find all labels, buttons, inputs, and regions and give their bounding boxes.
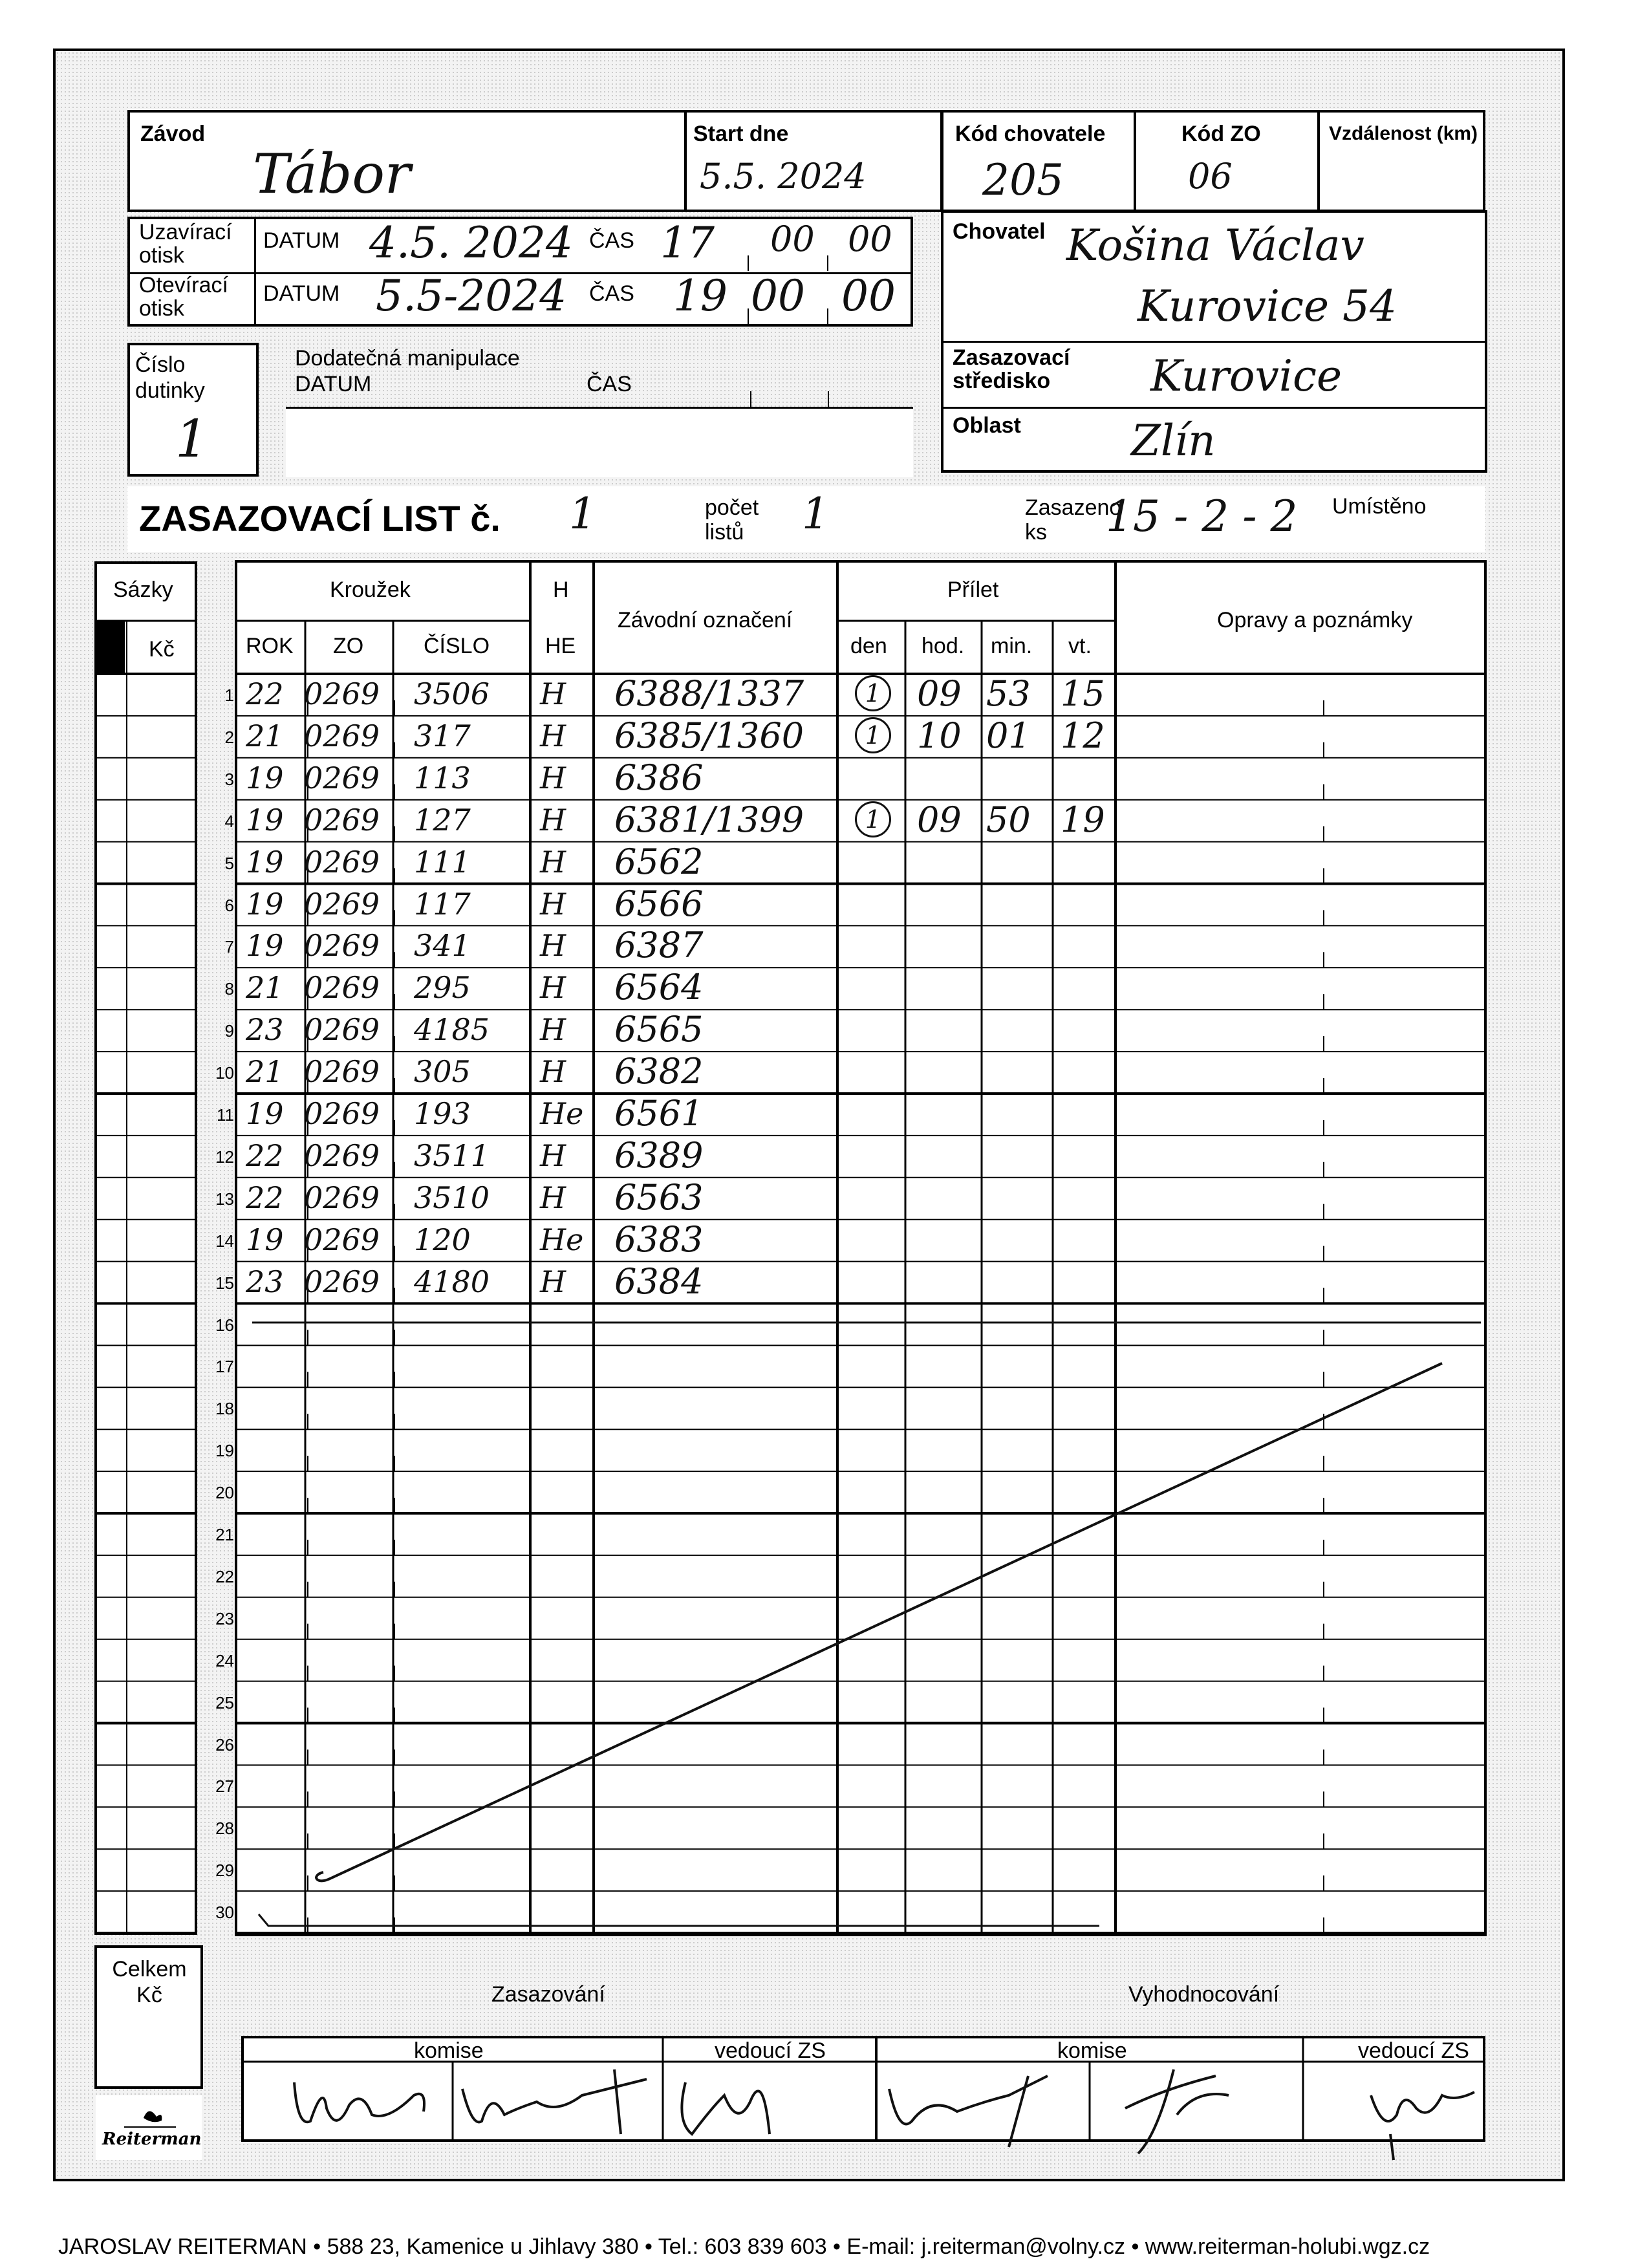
footer-text: JAROSLAV REITERMAN • 588 23, Kamenice u Jihlavy 380 • Tel.: 603 839 603 • E-mail: j.reiterman@volny.cz • www.reiterman-holubi.wgz.cz <box>58 2234 1430 2259</box>
row-number: 23 <box>215 1608 234 1628</box>
zasazeno-value: 15 - 2 - 2 <box>1106 491 1298 541</box>
cell-min: 01 <box>986 715 1031 756</box>
cell-zo: 0269 <box>304 1138 380 1173</box>
cell-rok: 19 <box>246 1096 284 1131</box>
cell-den: 1 <box>855 717 891 753</box>
cell-cislo: 341 <box>414 928 471 964</box>
zasazovani-vedouci-label: vedoucí ZS <box>715 2038 826 2063</box>
kod-chovatele-label: Kód chovatele <box>955 122 1106 146</box>
cell-den: 1 <box>855 801 891 837</box>
row-number: 13 <box>215 1189 234 1209</box>
row-number: 11 <box>217 1105 234 1125</box>
cell-h: H <box>540 844 566 880</box>
uzaviraci-sek: 00 <box>848 219 892 259</box>
cell-h: H <box>540 1180 566 1215</box>
h-header: H <box>553 578 569 602</box>
logo-text: Reiterman <box>102 2130 202 2149</box>
cell-ozn: 6566 <box>614 883 704 924</box>
cell-rok: 19 <box>246 928 284 964</box>
cell-rok: 21 <box>246 1054 284 1090</box>
cell-zo: 0269 <box>304 802 380 837</box>
dutinky-value: 1 <box>175 409 208 469</box>
vzdalenost-label: Vzdálenost (km) <box>1329 123 1478 144</box>
oblast-label: Oblast <box>953 413 1021 438</box>
oznaceni-header: Závodní označení <box>618 608 793 632</box>
cell-cislo: 4185 <box>414 1012 490 1048</box>
cell-ozn: 6387 <box>614 925 704 966</box>
cell-ozn: 6383 <box>614 1218 704 1260</box>
row-number: 8 <box>224 979 234 999</box>
otviraci-label: Otevírací otisk <box>139 273 228 321</box>
cell-rok: 19 <box>246 844 284 880</box>
cell-h: H <box>540 1054 566 1090</box>
cell-zo: 0269 <box>304 1054 380 1090</box>
row-number: 1 <box>224 686 234 705</box>
cell-h: H <box>540 676 566 711</box>
uzaviraci-label: Uzavírací otisk <box>139 220 232 268</box>
otviraci-min: 00 <box>751 271 805 321</box>
pocet-value: 1 <box>802 489 829 539</box>
cell-vt: 12 <box>1061 715 1105 756</box>
zasazovani-label: Zasazování <box>491 1982 605 2007</box>
cell-h: H <box>540 1138 566 1173</box>
cell-cislo: 3510 <box>414 1180 490 1215</box>
cell-zo: 0269 <box>304 1012 380 1048</box>
cell-ozn: 6381/1399 <box>614 799 804 840</box>
start-value: 5.5. 2024 <box>700 156 867 197</box>
cell-vt: 19 <box>1061 799 1105 840</box>
stredisko-value: Kurovice <box>1150 351 1342 401</box>
zasazeno-label: Zasazeno ks <box>1025 495 1122 545</box>
row-number: 24 <box>215 1650 234 1670</box>
celkem-label: Celkem Kč <box>112 1957 187 2007</box>
row-number: 19 <box>215 1441 234 1461</box>
reiterman-logo <box>98 2099 202 2157</box>
uzaviraci-datum-label: DATUM <box>263 228 340 253</box>
row-number: 3 <box>224 769 234 789</box>
row-number: 4 <box>224 811 234 831</box>
cell-zo: 0269 <box>304 886 380 922</box>
cell-rok: 23 <box>246 1012 284 1048</box>
opravy-header: Opravy a poznámky <box>1217 608 1413 632</box>
zavod-value: Tábor <box>253 142 411 206</box>
cell-cislo: 3506 <box>414 676 490 711</box>
cell-rok: 22 <box>246 676 284 711</box>
cell-cislo: 317 <box>414 718 471 753</box>
manipulace-label: Dodatečná manipulace <box>295 346 520 371</box>
oblast-value: Zlín <box>1131 416 1216 466</box>
cell-zo: 0269 <box>304 1264 380 1299</box>
chovatel-address: Kurovice 54 <box>1137 281 1397 331</box>
otviraci-hod: 19 <box>673 271 727 321</box>
cell-cislo: 3511 <box>414 1138 490 1173</box>
den-header: den <box>850 634 887 658</box>
cell-h: H <box>540 928 566 964</box>
row-number: 21 <box>215 1525 234 1544</box>
cell-ozn: 6389 <box>614 1134 704 1176</box>
row-number: 14 <box>215 1231 234 1251</box>
cell-hod: 10 <box>917 715 962 756</box>
pocet-label: počet listů <box>705 495 759 545</box>
list-title: ZASAZOVACÍ LIST č. <box>139 498 501 539</box>
vyhodnocovani-label: Vyhodnocování <box>1128 1982 1280 2007</box>
row-number: 9 <box>224 1021 234 1041</box>
cell-cislo: 120 <box>414 1222 471 1257</box>
uzaviraci-datum: 4.5. 2024 <box>369 218 573 268</box>
cell-ozn: 6385/1360 <box>614 715 804 756</box>
uzaviraci-hod: 17 <box>660 218 715 268</box>
cislo-header: ČÍSLO <box>424 634 490 658</box>
row-number: 17 <box>215 1357 234 1377</box>
cell-ozn: 6388/1337 <box>614 673 804 714</box>
cell-zo: 0269 <box>304 1222 380 1257</box>
cell-zo: 0269 <box>304 1096 380 1131</box>
uzaviraci-cas-label: ČAS <box>589 228 634 253</box>
row-number: 12 <box>215 1147 234 1167</box>
cell-h: H <box>540 802 566 837</box>
vyhodnocovani-vedouci-label: vedoucí ZS <box>1358 2038 1469 2063</box>
cell-rok: 22 <box>246 1138 284 1173</box>
manipulace-datum-label: DATUM <box>295 372 372 396</box>
cell-h: H <box>540 718 566 753</box>
cell-h: H <box>540 886 566 922</box>
cell-h: H <box>540 970 566 1006</box>
zavod-label: Závod <box>140 122 206 146</box>
cell-h: H <box>540 1264 566 1299</box>
list-number: 1 <box>569 489 596 539</box>
sazky-header: Sázky <box>113 578 173 602</box>
cell-zo: 0269 <box>304 970 380 1006</box>
rok-header: ROK <box>246 634 294 658</box>
cell-cislo: 111 <box>414 844 471 880</box>
cell-cislo: 127 <box>414 802 471 837</box>
otviraci-cas-label: ČAS <box>589 281 634 306</box>
cell-rok: 21 <box>246 970 284 1006</box>
cell-vt: 15 <box>1061 673 1105 714</box>
cell-rok: 21 <box>246 718 284 753</box>
cell-ozn: 6565 <box>614 1009 704 1050</box>
umisteno-label: Umístěno <box>1332 494 1427 519</box>
row-number: 2 <box>224 727 234 747</box>
otviraci-datum-label: DATUM <box>263 281 340 306</box>
vt-header: vt. <box>1068 634 1092 658</box>
cell-ozn: 6382 <box>614 1051 704 1092</box>
cell-hod: 09 <box>917 673 962 714</box>
cell-cislo: 305 <box>414 1054 471 1090</box>
cell-zo: 0269 <box>304 1180 380 1215</box>
cell-rok: 23 <box>246 1264 284 1299</box>
cell-rok: 19 <box>246 886 284 922</box>
min-header: min. <box>991 634 1033 658</box>
row-number: 26 <box>215 1734 234 1755</box>
row-number: 30 <box>215 1903 234 1923</box>
cell-zo: 0269 <box>304 718 380 753</box>
cell-rok: 19 <box>246 1222 284 1257</box>
he-header: HE <box>545 634 576 658</box>
cell-rok: 22 <box>246 1180 284 1215</box>
cell-h: He <box>540 1222 584 1257</box>
krouzek-header: Kroužek <box>330 578 411 602</box>
cell-h: H <box>540 1012 566 1048</box>
kod-zo-value: 06 <box>1188 156 1233 197</box>
cell-cislo: 117 <box>414 886 471 922</box>
row-number: 7 <box>224 937 234 957</box>
cell-zo: 0269 <box>304 844 380 880</box>
cell-ozn: 6564 <box>614 967 704 1008</box>
hod-header: hod. <box>921 634 965 658</box>
dutinky-label: Číslo dutinky <box>135 352 205 403</box>
cell-cislo: 193 <box>414 1096 471 1131</box>
row-number: 20 <box>215 1483 234 1503</box>
otviraci-datum: 5.5-2024 <box>376 271 567 321</box>
row-number: 6 <box>224 895 234 915</box>
cell-ozn: 6384 <box>614 1260 704 1302</box>
cell-ozn: 6563 <box>614 1176 704 1218</box>
cell-den: 1 <box>855 675 891 711</box>
chovatel-name: Košina Václav <box>1066 221 1364 270</box>
row-number: 18 <box>215 1399 234 1419</box>
stredisko-label: Zasazovací středisko <box>953 345 1070 393</box>
chovatel-label: Chovatel <box>953 219 1046 244</box>
vyhodnocovani-komise-label: komise <box>1057 2038 1127 2063</box>
cell-min: 50 <box>986 799 1031 840</box>
prilet-header: Přílet <box>947 578 999 602</box>
uzaviraci-min: 00 <box>770 219 815 259</box>
row-number: 28 <box>215 1819 234 1839</box>
zo-header: ZO <box>333 634 364 658</box>
row-number: 27 <box>215 1777 234 1797</box>
cell-cislo: 113 <box>414 760 471 795</box>
start-label: Start dne <box>693 122 789 146</box>
row-number: 29 <box>215 1861 234 1881</box>
cell-h: H <box>540 760 566 795</box>
cell-min: 53 <box>986 673 1031 714</box>
kod-chovatele-value: 205 <box>982 155 1064 205</box>
row-number: 16 <box>215 1315 234 1335</box>
manipulace-cas-label: ČAS <box>587 372 632 396</box>
row-number: 22 <box>215 1566 234 1586</box>
cell-ozn: 6562 <box>614 841 704 882</box>
cell-h: He <box>540 1096 584 1131</box>
row-number: 5 <box>224 853 234 873</box>
cell-zo: 0269 <box>304 760 380 795</box>
row-number: 25 <box>215 1692 234 1712</box>
cell-cislo: 4180 <box>414 1264 490 1299</box>
cell-zo: 0269 <box>304 676 380 711</box>
kc-header: Kč <box>149 637 175 662</box>
cell-cislo: 295 <box>414 970 471 1006</box>
zasazovani-komise-label: komise <box>414 2038 484 2063</box>
cell-rok: 19 <box>246 760 284 795</box>
cell-zo: 0269 <box>304 928 380 964</box>
row-number: 15 <box>215 1273 234 1293</box>
row-number: 10 <box>215 1063 234 1083</box>
otviraci-sek: 00 <box>841 271 896 321</box>
cell-rok: 19 <box>246 802 284 837</box>
cell-ozn: 6386 <box>614 757 704 798</box>
cell-hod: 09 <box>917 799 962 840</box>
kod-zo-label: Kód ZO <box>1181 122 1261 146</box>
cell-ozn: 6561 <box>614 1093 704 1134</box>
